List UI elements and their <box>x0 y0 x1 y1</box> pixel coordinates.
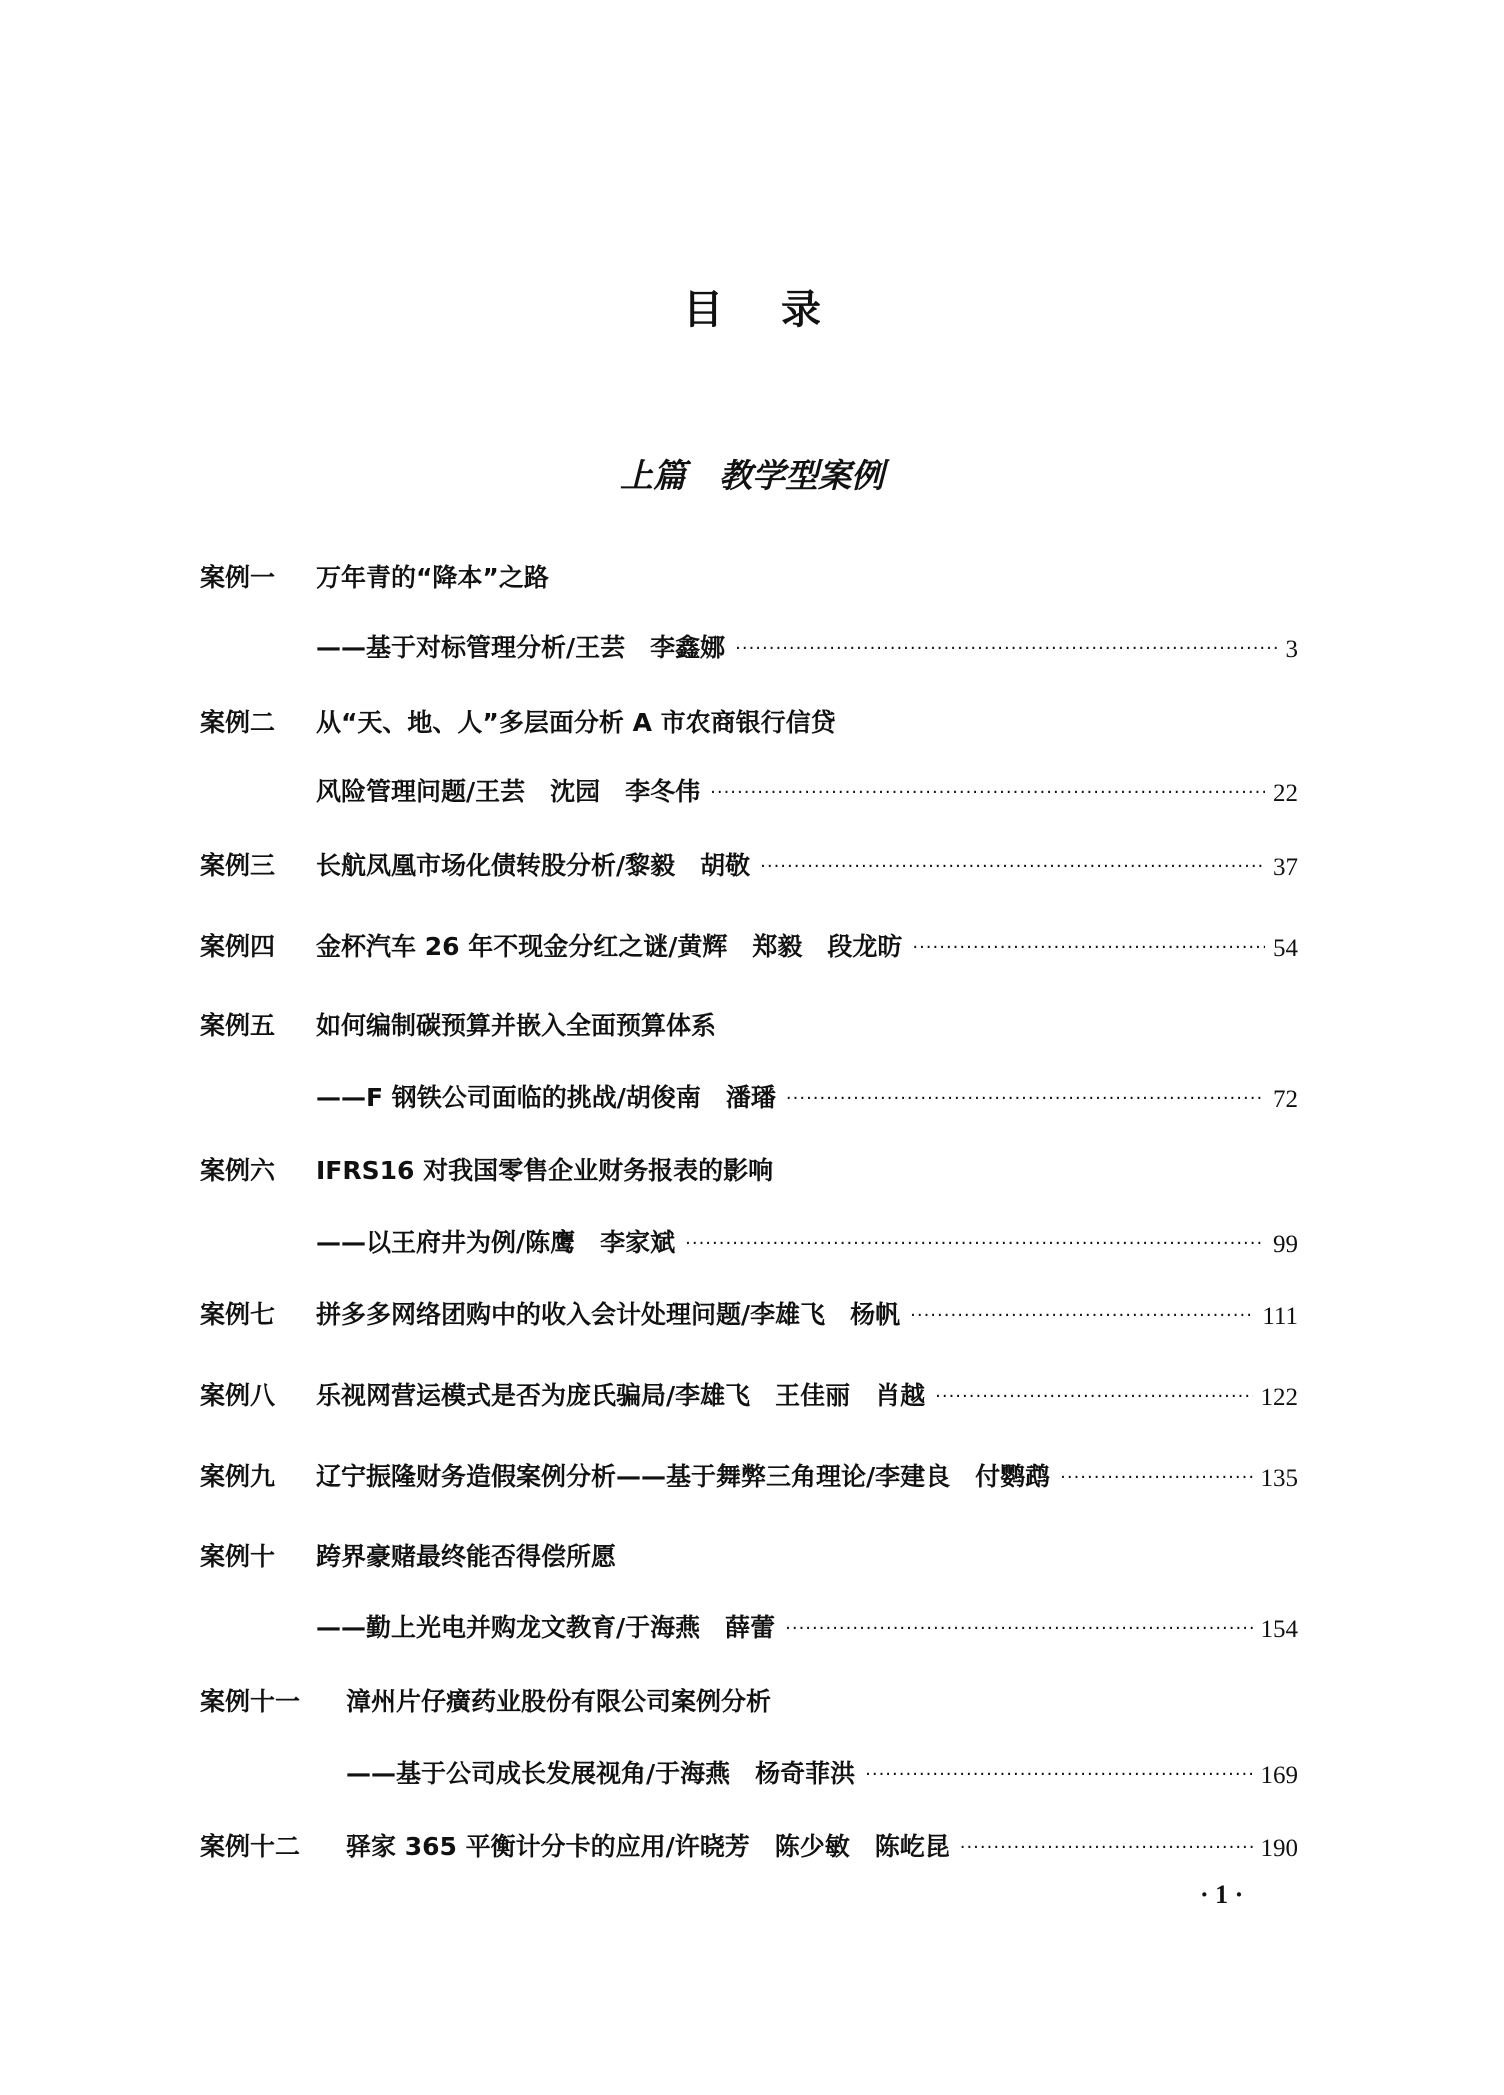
toc-entry[interactable] <box>200 630 1298 664</box>
toc-entry[interactable] <box>200 929 1298 963</box>
page-number: · 1 · <box>1200 1880 1244 1909</box>
page-ref: 135 <box>1260 1465 1298 1492</box>
page-ref: 37 <box>1273 854 1298 881</box>
dot-leader <box>1060 1463 1252 1493</box>
dot-leader <box>785 1614 1252 1644</box>
dot-leader <box>710 778 1265 808</box>
toc-entry[interactable] <box>200 848 1298 882</box>
toc-entry[interactable] <box>200 1225 1298 1259</box>
dot-leader <box>910 1301 1254 1331</box>
case-title: 乐视网营运模式是否为庞氏骗局/李雄飞 王佳丽 肖越 <box>316 1381 926 1410</box>
dot-leader <box>685 1229 1265 1259</box>
case-label: 案例二 <box>200 708 276 737</box>
page-ref: 154 <box>1260 1616 1298 1643</box>
page-ref: 169 <box>1260 1762 1298 1789</box>
case-title: ——F 钢铁公司面临的挑战/胡俊南 潘璠 <box>316 1083 776 1112</box>
page-ref: 22 <box>1273 780 1298 807</box>
toc-entry[interactable] <box>200 1080 1298 1114</box>
section-heading: 上篇 教学型案例 <box>620 456 884 495</box>
dot-leader <box>865 1760 1252 1790</box>
case-label: 案例三 <box>200 851 276 880</box>
case-title: IFRS16 对我国零售企业财务报表的影响 <box>316 1156 774 1185</box>
case-label: 案例五 <box>200 1011 276 1040</box>
page-ref: 111 <box>1262 1303 1298 1330</box>
page-ref: 54 <box>1273 935 1298 962</box>
case-title: 漳州片仔癀药业股份有限公司案例分析 <box>346 1687 772 1716</box>
case-title: ——基于公司成长发展视角/于海燕 杨奇菲洪 <box>346 1759 856 1788</box>
toc-entry[interactable] <box>200 1459 1298 1493</box>
dot-leader <box>760 852 1265 882</box>
case-title: 从“天、地、人”多层面分析 A 市农商银行信贷 <box>316 708 836 737</box>
case-label: 案例十 <box>200 1542 276 1571</box>
page-ref: 122 <box>1260 1384 1298 1411</box>
case-label: 案例十一 <box>200 1687 301 1716</box>
toc-entry[interactable] <box>200 1829 1298 1863</box>
case-label: 案例十二 <box>200 1832 301 1861</box>
page-ref: 72 <box>1273 1086 1298 1113</box>
dot-leader <box>735 634 1277 664</box>
case-title: ——基于对标管理分析/王芸 李鑫娜 <box>316 633 726 662</box>
case-label: 案例四 <box>200 932 276 961</box>
case-title: 风险管理问题/王芸 沈园 李冬伟 <box>316 777 701 806</box>
case-label: 案例八 <box>200 1381 276 1410</box>
case-title: 驿家 365 平衡计分卡的应用/许晓芳 陈少敏 陈屹昆 <box>346 1832 950 1861</box>
case-label: 案例六 <box>200 1156 276 1185</box>
toc-entry[interactable] <box>200 1539 1298 1573</box>
toc-entry[interactable] <box>200 560 1298 594</box>
case-title: 万年青的“降本”之路 <box>316 563 549 592</box>
toc-entry[interactable] <box>200 1008 1298 1042</box>
case-title: 跨界豪赌最终能否得偿所愿 <box>316 1542 617 1571</box>
toc-entry[interactable] <box>200 1153 1298 1187</box>
page-ref: 99 <box>1273 1231 1298 1258</box>
toc-entry[interactable] <box>200 705 1298 739</box>
case-title: 长航凤凰市场化债转股分析/黎毅 胡敬 <box>316 851 751 880</box>
toc-entry[interactable] <box>200 774 1298 808</box>
case-label: 案例一 <box>200 563 276 592</box>
case-title: 如何编制碳预算并嵌入全面预算体系 <box>316 1011 717 1040</box>
case-title: 拼多多网络团购中的收入会计处理问题/李雄飞 杨帆 <box>316 1300 901 1329</box>
dot-leader <box>912 933 1265 963</box>
dot-leader <box>960 1833 1253 1863</box>
case-title: ——勤上光电并购龙文教育/于海燕 薛蕾 <box>316 1613 776 1642</box>
case-title: 金杯汽车 26 年不现金分红之谜/黄辉 郑毅 段龙昉 <box>316 932 903 961</box>
case-title: ——以王府井为例/陈鹰 李家斌 <box>316 1228 676 1257</box>
toc-entry[interactable] <box>200 1756 1298 1790</box>
dot-leader <box>935 1382 1252 1412</box>
case-label: 案例九 <box>200 1462 276 1491</box>
case-title: 辽宁振隆财务造假案例分析——基于舞弊三角理论/李建良 付鹦鹉 <box>316 1462 1051 1491</box>
toc-entry[interactable] <box>200 1378 1298 1412</box>
page-ref: 3 <box>1285 636 1298 663</box>
toc-entry[interactable] <box>200 1297 1298 1331</box>
dot-leader <box>786 1084 1265 1114</box>
case-label: 案例七 <box>200 1300 276 1329</box>
page-title: 目录 <box>683 287 879 333</box>
toc-entry[interactable] <box>200 1610 1298 1644</box>
toc-entry[interactable] <box>200 1684 1298 1718</box>
page-ref: 190 <box>1260 1835 1298 1862</box>
